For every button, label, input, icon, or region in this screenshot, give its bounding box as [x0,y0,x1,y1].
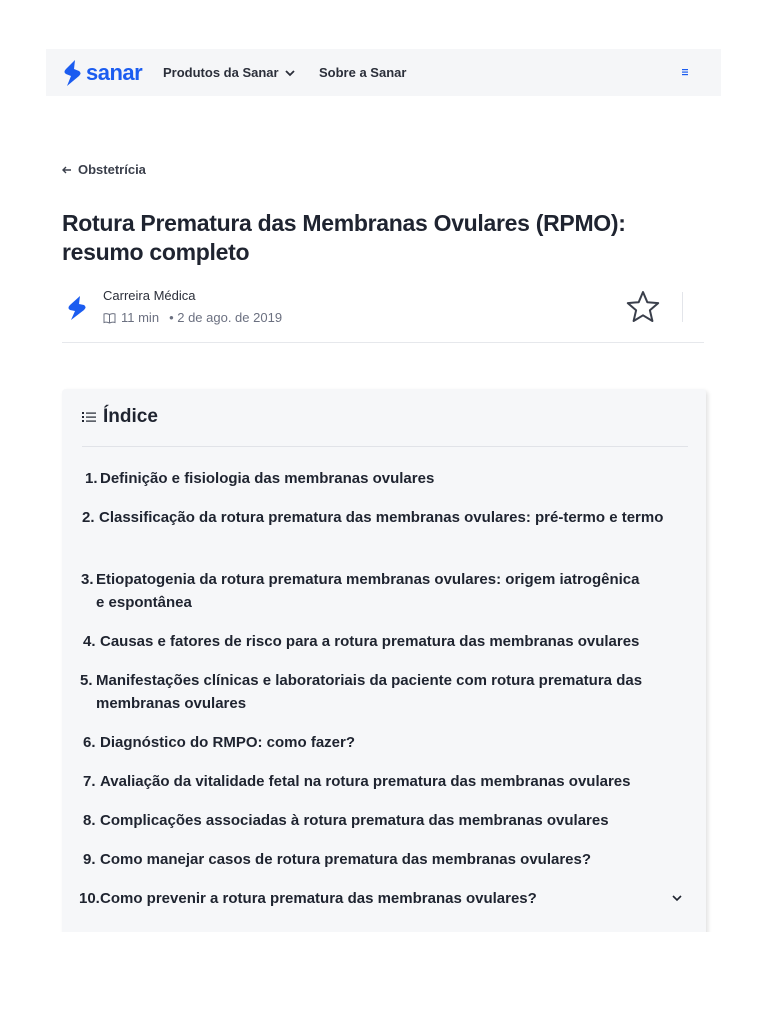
logo-text: sanar [86,60,143,85]
hamburger-menu-icon[interactable] [679,65,691,79]
table-of-contents [62,389,706,949]
chevron-down-icon [284,67,296,79]
toc-item-number: 10. [79,890,100,907]
toc-item-text: Classificação da rotura prematura das membranas ovulares: pré-termo e termo [99,509,664,526]
toc-item-10[interactable] [79,887,659,910]
toc-item-number: 6. [83,734,96,751]
toc-item-number: 1. [85,470,98,487]
toc-item-3[interactable] [81,568,641,614]
article-title: Rotura Prematura das Membranas Ovulares (RPMO): resumo completo [62,210,626,265]
sanar-logo[interactable] [63,60,142,86]
breadcrumb-back-link[interactable] [61,162,146,177]
author-avatar-icon [66,295,90,321]
article-meta [103,310,286,325]
toc-item-1[interactable] [85,467,685,490]
chevron-down-icon[interactable] [671,892,683,904]
toc-item-number: 5. [80,672,93,689]
toc-item-7[interactable] [83,770,693,793]
toc-item-6[interactable] [83,731,683,754]
author-name[interactable]: Carreira Médica [103,288,196,303]
toc-item-text: Manifestações clínicas e laboratoriais da paciente com rotura prematura das membranas ovulares [96,672,643,712]
arrow-left-icon [61,164,73,176]
read-time: 11 min [121,310,160,325]
section-divider [62,342,704,343]
toc-item-number: 8. [83,812,96,829]
toc-item-5[interactable] [80,669,694,715]
star-favorite-icon[interactable] [625,290,661,324]
book-icon [103,312,116,324]
viewport-cutoff [0,932,768,1024]
publish-date: • 2 de ago. de 2019 [169,310,283,325]
list-icon [82,411,96,423]
toc-item-text: Complicações associadas à rotura prematura das membranas ovulares [100,812,609,829]
toc-item-number: 4. [83,633,96,650]
top-navbar [46,49,721,96]
toc-item-text: Como prevenir a rotura prematura das membranas ovulares? [100,890,537,907]
toc-item-number: 3. [81,571,94,588]
vertical-divider [682,292,683,322]
toc-header [82,406,158,428]
nav-products-label: Produtos da Sanar [163,65,279,80]
toc-item-text: Etiopatogenia da rotura prematura membranas ovulares: origem iatrogênica e espontânea [96,571,640,611]
toc-divider [82,446,688,447]
toc-item-text: Causas e fatores de risco para a rotura prematura das membranas ovulares [100,633,640,650]
toc-item-text: Como manejar casos de rotura prematura das membranas ovulares? [100,851,592,868]
sanar-bolt-icon [63,60,83,86]
toc-item-number: 7. [83,773,96,790]
toc-item-8[interactable] [83,809,683,832]
breadcrumb-label: Obstetrícia [78,162,146,177]
toc-title: Índice [103,406,158,427]
toc-item-number: 2. [82,509,95,526]
nav-products-dropdown[interactable] [163,65,296,80]
toc-item-2[interactable] [82,506,682,529]
toc-item-4[interactable] [83,630,693,653]
toc-item-9[interactable] [83,848,683,871]
toc-item-text: Avaliação da vitalidade fetal na rotura prematura das membranas ovulares [100,773,631,790]
toc-item-number: 9. [83,851,96,868]
toc-item-text: Diagnóstico do RMPO: como fazer? [100,734,356,751]
toc-item-text: Definição e fisiologia das membranas ovulares [100,470,435,487]
nav-about-link[interactable]: Sobre a Sanar [319,65,407,80]
